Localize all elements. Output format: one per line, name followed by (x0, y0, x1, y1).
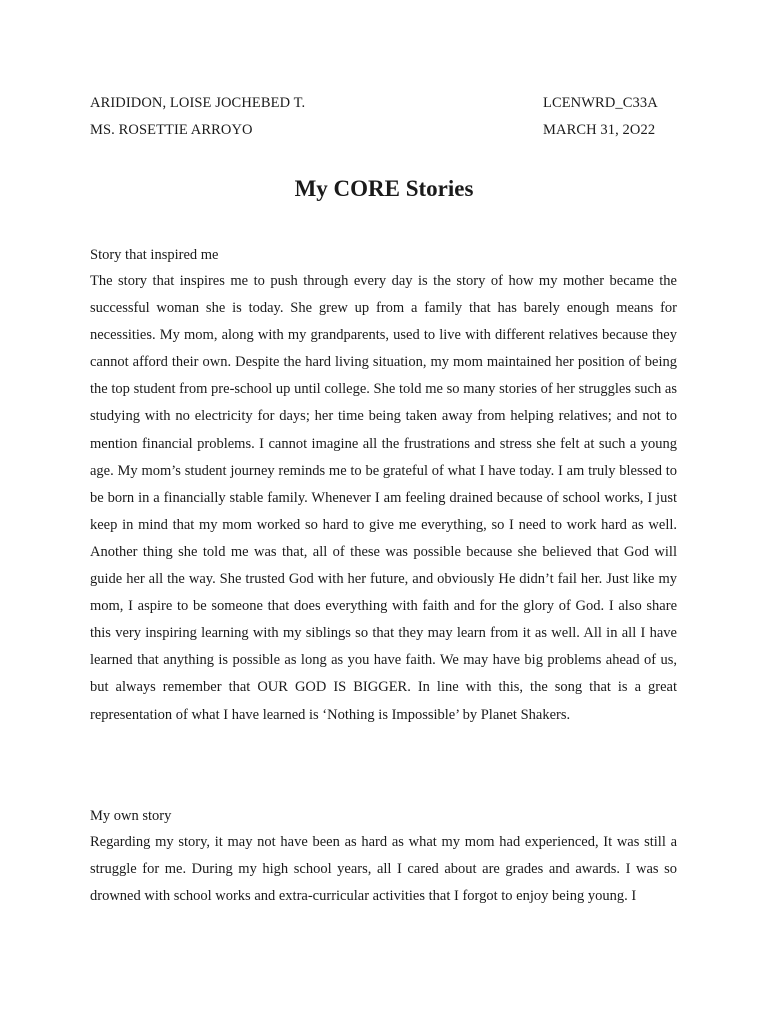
section-heading-own-story: My own story (90, 808, 172, 824)
section-heading-inspired: Story that inspired me (90, 247, 219, 263)
document-date: MARCH 31, 2O22 (543, 122, 656, 138)
teacher-name: MS. ROSETTIE ARROYO (90, 122, 253, 138)
section-body-inspired: The story that inspires me to push through every day is the story of how my mother became the successful woman she is today. She grew up from a family that has barely enough means for necessities. My mom, along with my grandparents, used to live with different relatives because they cannot afford their own. Despite the hard living situation, my mom maintained her position of being the top student from pre-school up until college. She told me so many stories of her struggles such as studying with no electricity for days; her time being taken away from helping relatives; and not to mention financial problems. I cannot imagine all the frustrations and stress she felt at such a young age. My mom’s student journey reminds me to be grateful of what I have today. I am truly blessed to be born in a financially stable family. Whenever I am feeling drained because of school works, I just keep in mind that my mom worked so hard to give me everything, so I need to work hard as well. Another thing she told me was that, all of these was possible because she believed that God will guide her all the way. She trusted God with her future, and obviously He didn’t fail her. Just like my mom, I aspire to be someone that does everything with faith and for the glory of God. I also share this very inspiring learning with my siblings so that they may learn from it as well. All in all I have learned that anything is possible as long as you have faith. We may have big problems ahead of us, but always remember that OUR GOD IS BIGGER. In line with this, the song that is a great representation of what I have learned is ‘Nothing is Impossible’ by Planet Shakers. (90, 273, 677, 723)
section-body-own-story-text: Regarding my story, it may not have been as hard as what my mom had experienced, It was still a struggle for me. During my high school years, all I cared about are grades and awards. I was so drowned with school works and extra-curricular activities that I forgot to enjoy being young. I (90, 834, 677, 905)
course-code: LCENWRD_C33A (543, 95, 658, 111)
student-name: ARIDIDON, LOISE JOCHEBED T. (90, 95, 306, 111)
section-body-own-story (90, 829, 677, 910)
document-title: My CORE Stories (294, 176, 474, 201)
